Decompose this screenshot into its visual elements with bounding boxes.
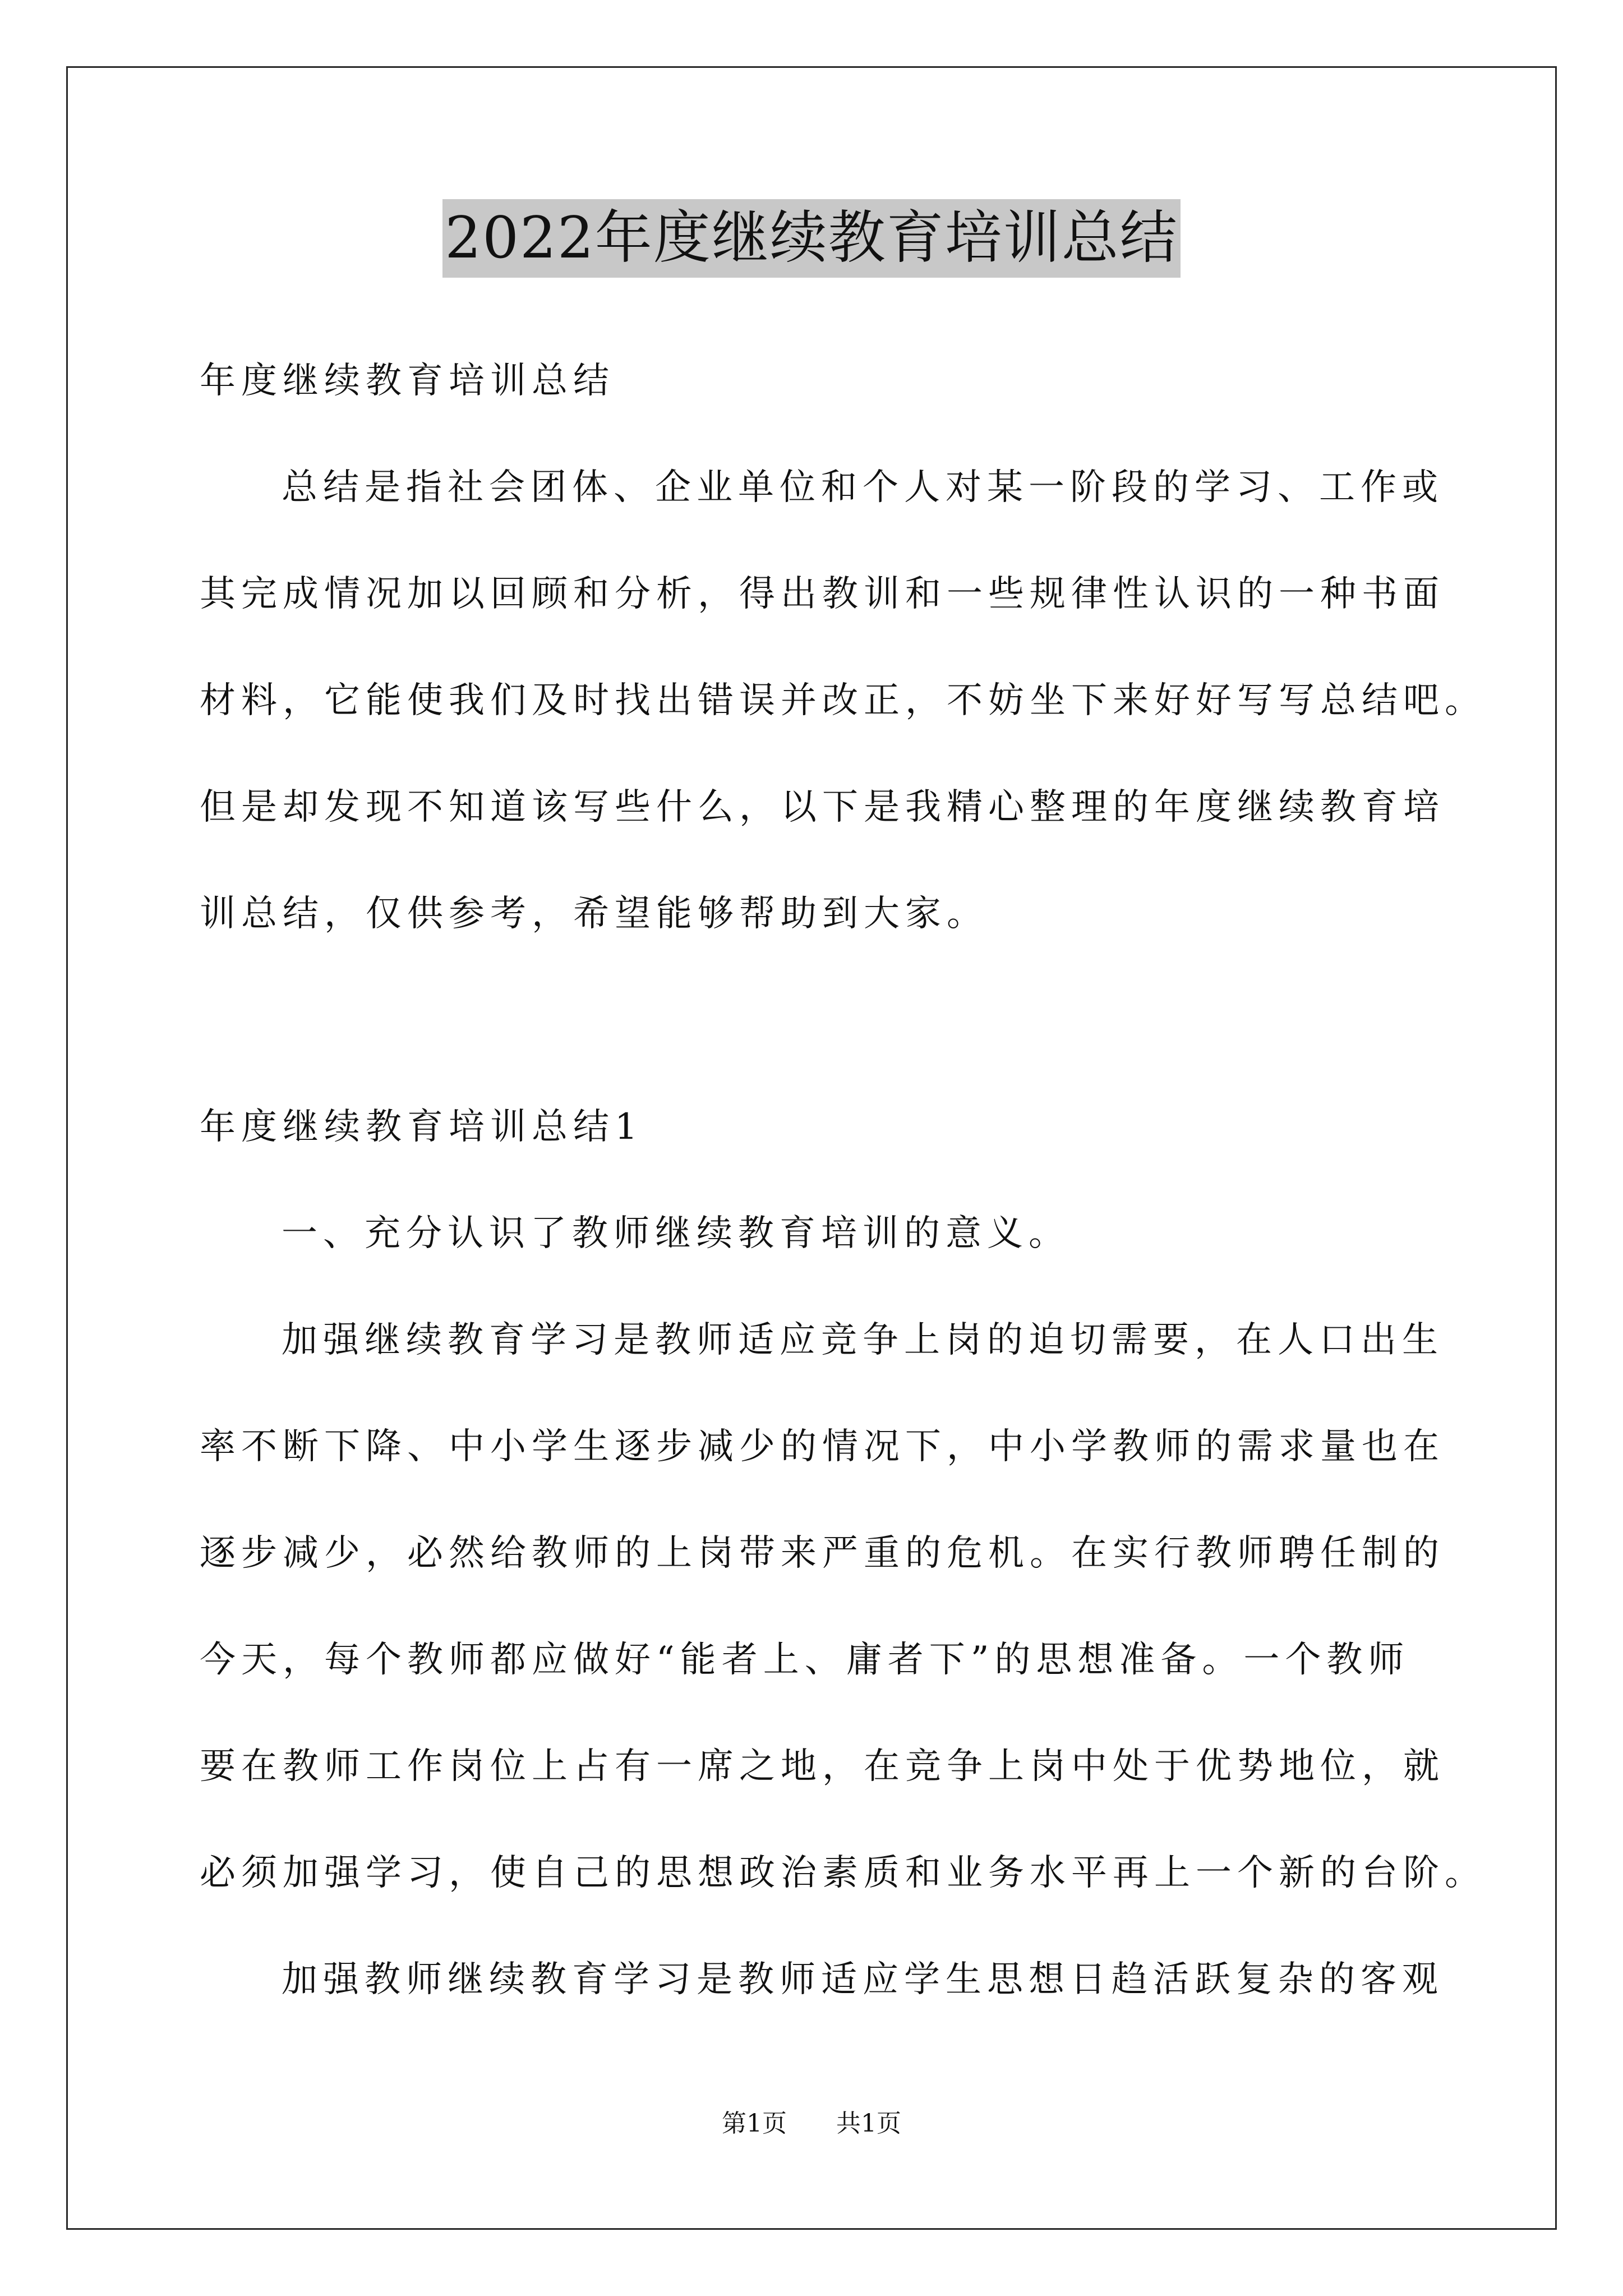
paragraph-line: 加强继续教育学习是教师适应竞争上岗的迫切需要，在人口出生 [282, 1319, 1444, 1361]
point-heading: 一、充分认识了教师继续教育培训的意义。 [282, 1213, 1070, 1254]
page-number-current: 第1页 [722, 2109, 787, 2138]
paragraph-line: 今天，每个教师都应做好“能者上、庸者下”的思想准备。一个教师 [200, 1639, 1410, 1681]
intro-line: 但是却发现不知道该写些什么，以下是我精心整理的年度继续教育培 [200, 786, 1445, 828]
page-footer [0, 2107, 1623, 2141]
intro-line: 总结是指社会团体、企业单位和个人对某一阶段的学习、工作或 [282, 467, 1444, 508]
intro-line: 其完成情况加以回顾和分析，得出教训和一些规律性认识的一种书面 [200, 573, 1445, 615]
paragraph-line: 要在教师工作岗位上占有一席之地，在竞争上岗中处于优势地位，就 [200, 1746, 1445, 1787]
paragraph-line: 逐步减少，必然给教师的上岗带来严重的危机。在实行教师聘任制的 [200, 1533, 1445, 1574]
intro-line: 训总结，仅供参考，希望能够帮助到大家。 [200, 893, 988, 935]
section-heading: 年度继续教育培训总结1 [200, 1106, 643, 1148]
document-subtitle: 年度继续教育培训总结 [200, 360, 615, 402]
title-container [0, 199, 1623, 278]
paragraph-line: 加强教师继续教育学习是教师适应学生思想日趋活跃复杂的客观 [282, 1959, 1444, 2000]
paragraph-line: 必须加强学习，使自己的思想政治素质和业务水平再上一个新的台阶。 [200, 1852, 1486, 1894]
paragraph-line: 率不断下降、中小学生逐步减少的情况下，中小学教师的需求量也在 [200, 1426, 1445, 1467]
document-title: 2022年度继续教育培训总结 [442, 199, 1181, 278]
page-number-total: 共1页 [836, 2109, 901, 2138]
intro-line: 材料，它能使我们及时找出错误并改正，不妨坐下来好好写写总结吧。 [200, 680, 1486, 721]
